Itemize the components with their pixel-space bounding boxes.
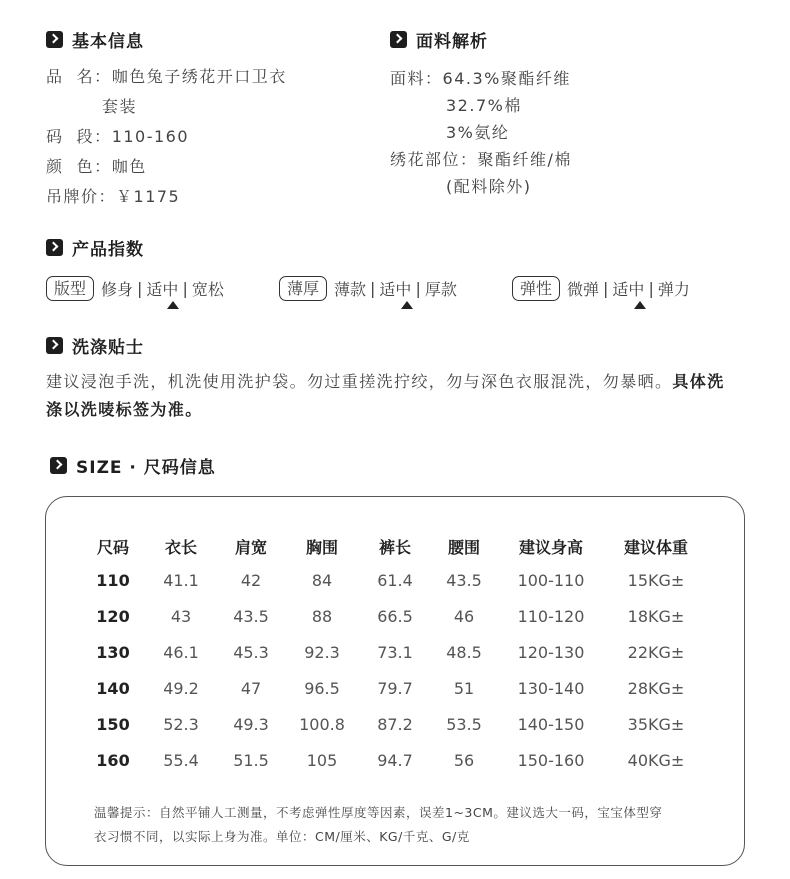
- selected-indicator-icon: [634, 301, 646, 309]
- index-elasticity: 弹性 微弹 | 适中 | 弹力: [512, 276, 690, 301]
- table-header: 尺码 衣长 肩宽 胸围 裤长 腰围 建议身高 建议体重: [96, 537, 688, 557]
- index-fit: 版型 修身 | 适中 | 宽松: [46, 276, 224, 301]
- product-index-title: 产品指数: [46, 235, 144, 260]
- care-bold-text: 具体洗涤以洗唛标签为准。: [46, 372, 725, 419]
- fabric-block: 面料：64.3%聚酯纤维 32.7%棉 3%氨纶 绣花部位：聚酯纤维/棉 (配料除外): [390, 65, 572, 200]
- index-label: 版型: [46, 276, 94, 301]
- fabric-line: 3%氨纶: [446, 123, 510, 142]
- product-name-cont: 套装: [102, 97, 138, 116]
- table-row: 160 55.4 51.5 105 94.7 56 150-160 40KG±: [96, 750, 685, 770]
- chevron-right-icon: [390, 31, 407, 48]
- index-label: 弹性: [512, 276, 560, 301]
- index-thickness: 薄厚 薄款 | 适中 | 厚款: [279, 276, 457, 301]
- basic-info-title: 基本信息: [46, 27, 144, 52]
- fabric-title: 面料解析: [390, 27, 488, 52]
- selected-indicator-icon: [167, 301, 179, 309]
- fabric-line: 32.7%棉: [446, 96, 522, 115]
- chevron-right-icon: [50, 457, 67, 474]
- care-text: 建议浸泡手洗，机洗使用洗护袋。勿过重搓洗拧绞，勿与深色衣服混洗，勿暴晒。具体洗涤以洗唛标签为准。: [46, 372, 725, 419]
- size-range: 110-160: [111, 127, 190, 146]
- chevron-right-icon: [46, 31, 63, 48]
- table-row: 150 52.3 49.3 100.8 87.2 53.5 140-150 35KG±: [96, 714, 685, 734]
- care-title: 洗涤贴士: [46, 333, 144, 358]
- product-color: 咖色: [111, 157, 147, 176]
- product-name: 咖色兔子绣花开口卫衣: [111, 67, 287, 86]
- selected-indicator-icon: [401, 301, 413, 309]
- table-row: 130 46.1 45.3 92.3 73.1 48.5 120-130 22KG±: [96, 642, 685, 662]
- table-row: 110 41.1 42 84 61.4 43.5 100-110 15KG±: [96, 570, 685, 590]
- index-label: 薄厚: [279, 276, 327, 301]
- size-note: 温馨提示：自然平铺人工测量，不考虑弹性厚度等因素，误差1~3CM。建议选大一码，宝宝体型穿 衣习惯不同，以实际上身为准。单位：CM/厘米、KG/千克、G/克: [94, 805, 663, 844]
- size-table: [80, 530, 706, 778]
- embroidery-material: 聚酯纤维/棉: [477, 150, 572, 169]
- embroidery-note: (配料除外): [446, 177, 532, 196]
- table-row: 120 43 43.5 88 66.5 46 110-120 18KG±: [96, 606, 685, 626]
- fabric-line: 64.3%聚酯纤维: [442, 69, 571, 88]
- size-title: SIZE · 尺码信息: [50, 453, 216, 478]
- table-row: 140 49.2 47 96.5 79.7 51 130-140 28KG±: [96, 678, 685, 698]
- chevron-right-icon: [46, 239, 63, 256]
- basic-info-block: 品 名：咖色兔子绣花开口卫衣 套装 码 段：110-160 颜 色：咖色 吊牌价：￥1175: [46, 67, 287, 206]
- tag-price: ￥1175: [116, 187, 181, 206]
- chevron-right-icon: [46, 337, 63, 354]
